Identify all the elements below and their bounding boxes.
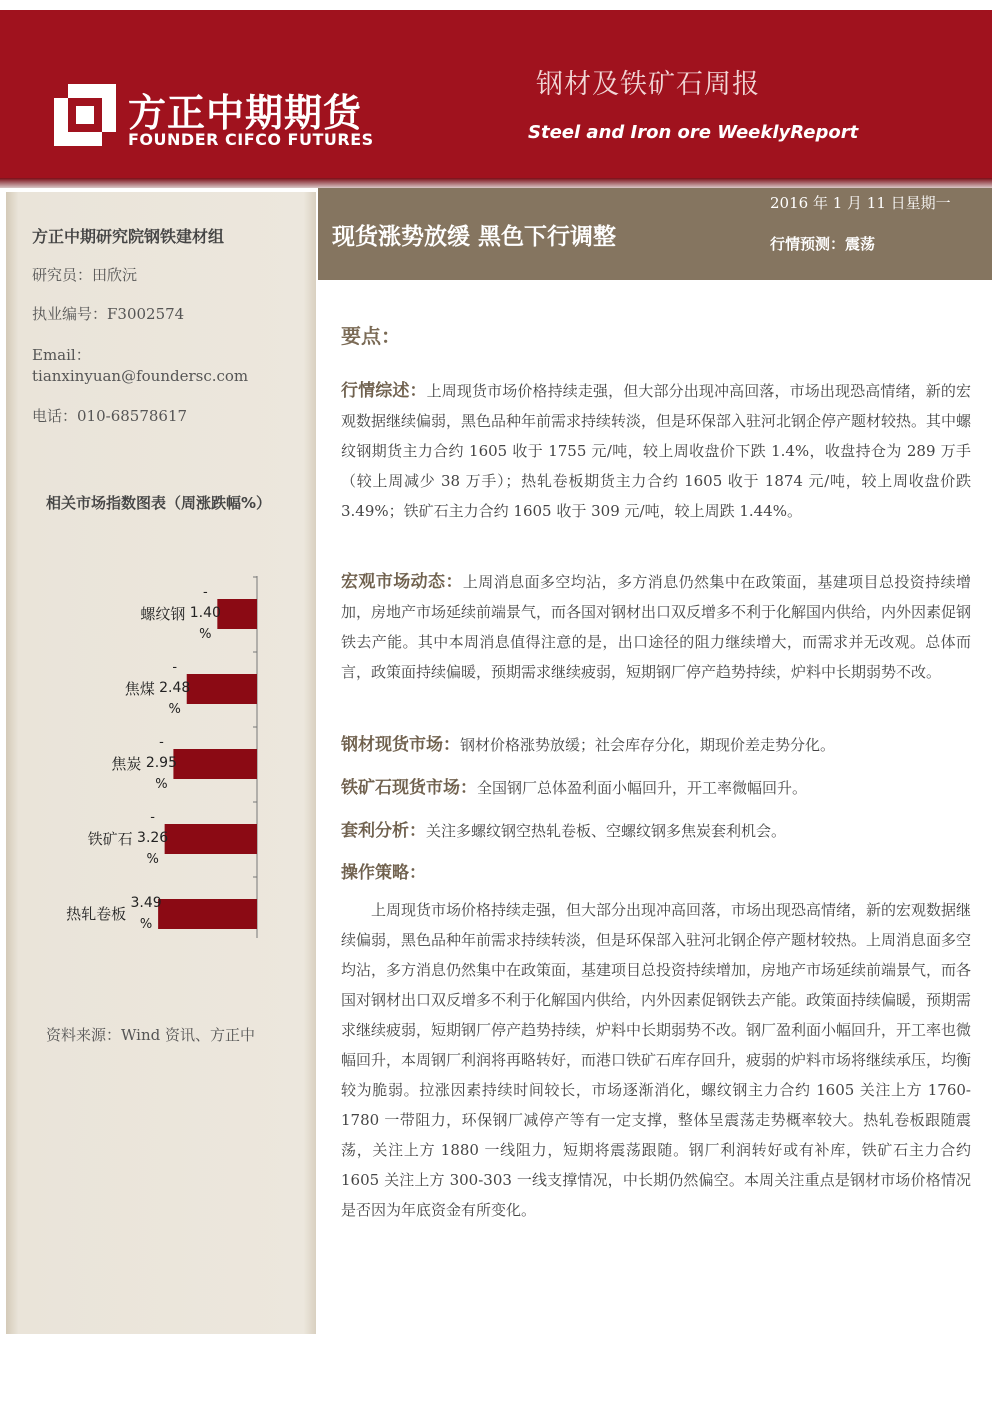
chart-bar [187, 674, 257, 704]
chart-data-label: - [159, 735, 164, 750]
section-ore-spot [341, 773, 971, 803]
researcher: 研究员：田欣沅 [32, 266, 138, 284]
section-label: 宏观市场动态： [341, 572, 463, 592]
phone-number: 电话：010-68578617 [32, 407, 188, 425]
chart-data-label: % [146, 852, 159, 867]
chart-bar [158, 899, 257, 929]
data-source: 资料来源：Wind 资讯、方正中 [46, 1026, 255, 1044]
founder-logo-icon [54, 84, 116, 146]
market-forecast: 行情预测：震荡 [770, 235, 876, 253]
chart-data-label: 1.40 [189, 605, 221, 621]
chart-bar [217, 599, 257, 629]
chart-data-label: 2.48 [159, 680, 191, 696]
email-address[interactable]: tianxinyuan@foundersc.com [32, 367, 249, 385]
logo-english-name: FOUNDER CIFCO FUTURES [128, 130, 374, 149]
section-text: 上周消息面多空均沾，多方消息仍然集中在政策面，基建项目总投资持续增加，房地产市场延续前端景气，而各国对钢材出口双反增多不利于化解国内供给，内外因素促钢铁去产能。其中本周消息值得注意的是，出口途径的阻力继续增大，而需求并无改观。总体而言，政策面持续偏暖，预期需求继续疲弱，短期钢厂停产趋势持续，炉料中长期弱势不改。 [341, 573, 972, 681]
license-number: 执业编号：F3002574 [32, 305, 185, 323]
section-text: 关注多螺纹钢空热轧卷板、空螺纹钢多焦炭套利机会。 [426, 822, 787, 840]
section-text: 全国钢厂总体盈利面小幅回升，开工率微幅回升。 [477, 779, 808, 797]
strategy-label: 操作策略： [341, 863, 426, 883]
chart-category-label: 螺纹钢 [140, 605, 186, 623]
section-arbitrage [341, 816, 971, 846]
chart-category-label: 铁矿石 [87, 830, 133, 848]
chart-title: 相关市场指数图表（周涨跌幅%） [46, 494, 272, 512]
section-label: 铁矿石现货市场： [341, 778, 477, 798]
chart-data-label: % [155, 777, 168, 792]
report-date: 2016 年 1 月 11 日星期一 [770, 194, 951, 212]
research-group: 方正中期研究院钢铁建材组 [32, 227, 225, 246]
email-label: Email： [32, 346, 91, 364]
key-points-title: 要点： [341, 324, 401, 348]
headline: 现货涨势放缓 黑色下行调整 [332, 224, 617, 250]
top-margin [0, 0, 992, 10]
section-steel-spot [341, 730, 971, 760]
logo-chinese-name: 方正中期期货 [128, 91, 363, 135]
banner-shadow [0, 178, 992, 188]
chart-data-label: 3.49 [130, 895, 162, 911]
chart-data-label: % [139, 917, 153, 932]
report-title-cn: 钢材及铁矿石周报 [536, 69, 760, 100]
section-label: 钢材现货市场： [341, 735, 460, 755]
section-macro [341, 567, 971, 687]
chart-category-label: 热轧卷板 [66, 905, 127, 923]
chart-category-label: 焦煤 [124, 680, 155, 698]
report-title-en: Steel and Iron ore WeeklyReport [528, 122, 859, 143]
section-label: 行情综述： [341, 381, 427, 401]
chart-data-label: 2.95 [145, 755, 178, 771]
section-label: 套利分析： [341, 821, 426, 841]
section-text: 钢材价格涨势放缓；社会库存分化，期现价差走势分化。 [460, 736, 836, 754]
strategy-text: 上周现货市场价格持续走强，但大部分出现冲高回落，市场出现恐高情绪，新的宏观数据继续偏弱，黑色品种年前需求持续转淡，但是环保部入驻河北钢企停产题材较热。上周消息面多空均沾，多方消息仍然集中在政策面，基建项目总投资持续增加，房地产市场延续前端景气，而各国对钢材出口双反增多不利于化解国内供给，内外因素促钢铁去产能。政策面持续偏暖，预期需求继续疲弱，短期钢厂停产趋势持续，炉料中长期弱势不改。钢厂盈利面小幅回升，开工率也微幅回升，本周钢厂利润将再略转好，而港口铁矿石库存回升，疲弱的炉料市场将继续承压，均衡较为脆弱。拉涨因素持续时间较长，市场逐渐消化，螺纹钢主力合约 1605 关注上方 1760-1780 一带阻力，环保钢厂减停产等有一定支撑，整体呈震荡走势概率较大。热轧卷板跟随震荡，关注上方 1880 一线阻力，短期将震荡跟随。钢厂利润转好或有补库，铁矿石主力合约 1605 关注上方 300-303 一线支撑情况，中长期仍然偏空。本周关注重点是钢材市场价格情况是否因为年底资金有所变化。 [341, 901, 972, 1219]
chart-data-label: - [150, 810, 155, 825]
section-market-review [341, 376, 971, 526]
chart-category-label: 焦炭 [111, 755, 142, 773]
chart-data-label: - [172, 660, 178, 675]
chart-bar [165, 824, 257, 854]
chart-data-label: % [168, 702, 181, 717]
chart-bar [173, 749, 257, 779]
chart-data-label: % [199, 627, 212, 642]
index-change-chart [40, 572, 280, 942]
section-text: 上周现货市场价格持续走强，但大部分出现冲高回落，市场出现恐高情绪，新的宏观数据继续偏弱，黑色品种年前需求持续转淡，但是环保部入驻河北钢企停产题材较热。其中螺纹钢期货主力合约 1605 收于 1755 元/吨，较上周收盘价下跌 1.4%，收盘持仓为 289 万手（较上周减少 38 万手）；热轧卷板期货主力合约 1605 收于 1874 元/吨，较上周收盘价跌 3.49%；铁矿石主力合约 1605 收于 309 元/吨，较上周跌 1.44%。 [341, 382, 972, 520]
chart-data-label: - [202, 585, 208, 600]
chart-data-label: 3.26 [137, 830, 169, 846]
